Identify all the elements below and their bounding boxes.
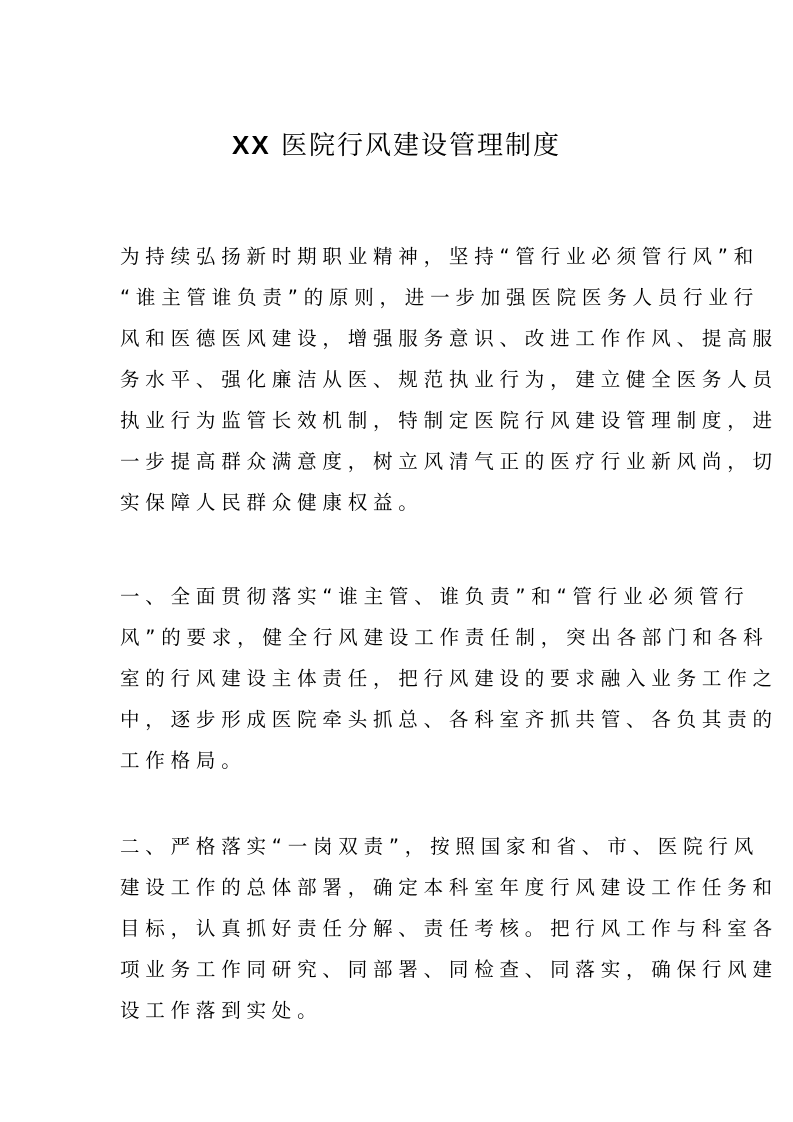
title-main: 医院行风建设管理制度 <box>280 131 561 161</box>
document-title <box>0 127 793 164</box>
intro-paragraph <box>120 236 778 523</box>
paragraph-line: 工作格局。 <box>120 749 247 772</box>
paragraph-line: 室的行风建设主体责任，把行风建设的要求融入业务工作之 <box>120 667 778 690</box>
paragraph-line: 设工作落到实处。 <box>120 999 323 1022</box>
paragraph-line: 一、全面贯彻落实“谁主管、谁负责”和“管行业必须管行 <box>120 585 750 608</box>
section-two-paragraph <box>120 826 778 1031</box>
title-prefix: XX <box>232 130 271 160</box>
paragraph-line: 建设工作的总体部署，确定本科室年度行风建设工作任务和 <box>120 876 778 899</box>
paragraph-line: 中，逐步形成医院牵头抓总、各科室齐抓共管、各负其责的 <box>120 708 778 731</box>
paragraph-line: 项业务工作同研究、同部署、同检查、同落实，确保行风建 <box>120 958 778 981</box>
paragraph-line: 二、严格落实“一岗双责”，按照国家和省、市、医院行风 <box>120 835 760 858</box>
section-one-paragraph <box>120 576 778 781</box>
paragraph-line: 风和医德医风建设，增强服务意识、改进工作作风、提高服 <box>120 327 778 350</box>
paragraph-line: 风”的要求，健全行风建设工作责任制，突出各部门和各科 <box>120 626 769 649</box>
paragraph-line: 为持续弘扬新时期职业精神，坚持“管行业必须管行风”和 <box>120 245 760 268</box>
paragraph-line: 执业行为监管长效机制，特制定医院行风建设管理制度，进 <box>120 409 778 432</box>
paragraph-line: 目标，认真抓好责任分解、责任考核。把行风工作与科室各 <box>120 917 778 940</box>
paragraph-line: 务水平、强化廉洁从医、规范执业行为，建立健全医务人员 <box>120 368 778 391</box>
paragraph-line: “谁主管谁负责”的原则，进一步加强医院医务人员行业行 <box>120 286 760 309</box>
paragraph-line: 实保障人民群众健康权益。 <box>120 491 424 514</box>
paragraph-line: 一步提高群众满意度，树立风清气正的医疗行业新风尚，切 <box>120 450 778 473</box>
